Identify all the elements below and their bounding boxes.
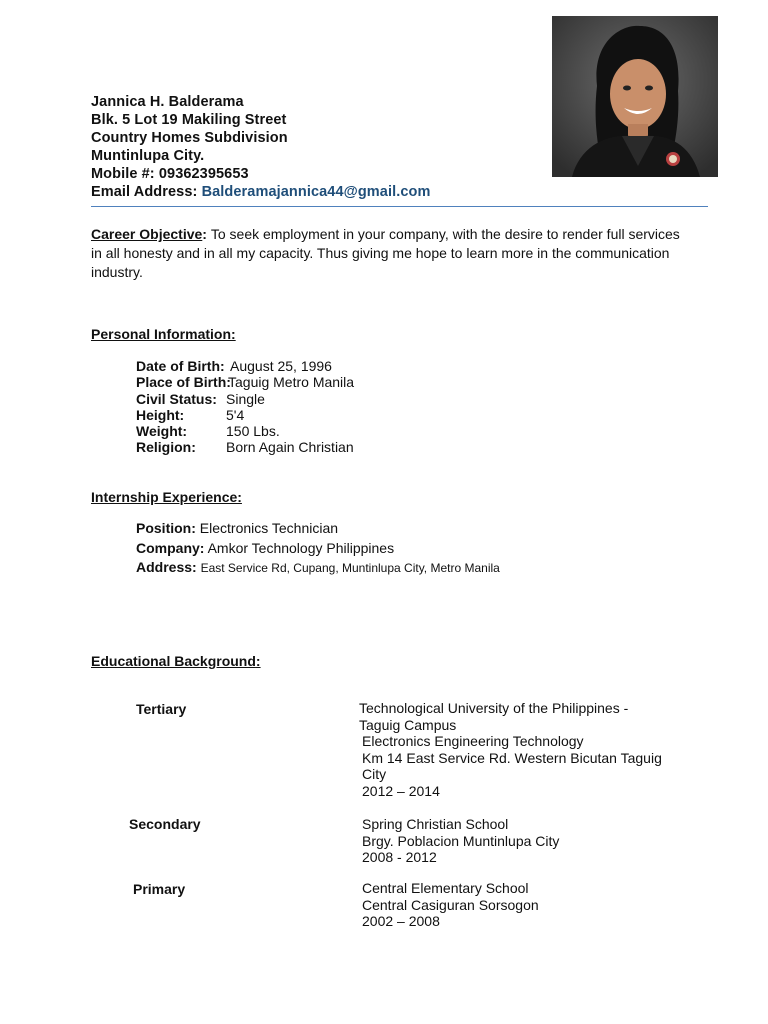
info-value: 5'4 [226,406,245,423]
company-value: Amkor Technology Philippines [207,539,395,556]
info-key: Weight: [136,423,188,440]
info-value: Single [226,390,265,407]
applicant-name: Jannica H. Balderama [91,94,244,110]
position-label: Position: [136,520,196,536]
secondary-line: Brgy. Poblacion Muntinlupa City [362,832,560,849]
position-value: Electronics Technician [199,520,339,536]
tertiary-line: Electronics Engineering Technology [362,733,584,749]
tertiary-line: Km 14 East Service Rd. Western Bicutan Taguig [362,749,662,766]
career-objective-label: Career Objective [91,226,203,242]
info-value: 150 Lbs. [226,423,280,440]
info-value: Taguig Metro Manila [228,374,355,391]
contact-header [91,93,551,201]
info-row-religion [136,439,354,455]
info-key: Religion: [136,439,196,456]
header-divider [91,206,708,207]
tertiary-line: City [362,766,387,782]
tertiary-line: 2012 – 2014 [362,782,440,799]
mobile-number: Mobile #: 09362395653 [91,166,249,182]
primary-line: 2002 – 2008 [362,913,440,929]
primary-line: Central Elementary School [362,880,529,896]
secondary-details [362,816,672,866]
company-label: Company: [136,539,205,556]
secondary-line: Spring Christian School [362,816,509,832]
info-value: August 25, 1996 [230,358,332,374]
tertiary-label: Tertiary [136,701,187,717]
email-link[interactable]: Balderamajannica44@gmail.com [201,184,431,200]
info-row-weight [136,423,354,439]
career-objective-text: To seek employment in your company, with the desire to render full services in all honesty and in all my capacity. Thus giving me hope to learn more in the communication industry. [91,226,680,280]
info-row-date-of-birth [136,358,354,374]
tertiary-details [359,700,669,799]
info-value: Born Again Christian [226,439,354,456]
address-line-2: Country Homes Subdivision [91,130,288,146]
internship-heading: Internship Experience: [91,489,242,505]
applicant-photo [552,16,718,177]
primary-line: Central Casiguran Sorsogon [362,896,539,913]
info-key: Place of Birth: [136,374,231,391]
education-heading: Educational Background: [91,653,261,669]
address-label: Address: [136,559,197,575]
info-key: Date of Birth: [136,358,225,374]
personal-information-heading: Personal Information: [91,326,236,342]
info-row-place-of-birth [136,374,354,390]
personal-information-list [136,358,354,456]
internship-company [136,539,500,559]
address-value: East Service Rd, Cupang, Muntinlupa City, Metro Manila [200,561,500,575]
education-heading-text: Educational Background [91,653,256,669]
tertiary-line: Taguig Campus [359,716,457,733]
primary-label: Primary [133,881,186,897]
secondary-label: Secondary [129,816,201,832]
info-row-civil-status [136,391,354,407]
primary-details [362,880,672,930]
internship-position [136,519,500,539]
address-line-3: Muntinlupa City. [91,148,205,164]
address-line-1: Blk. 5 Lot 19 Makiling Street [91,112,287,128]
internship-details [136,519,500,579]
secondary-line: 2008 - 2012 [362,849,437,865]
email-label: Email Address: [91,184,202,200]
internship-address [136,558,500,579]
info-key: Height: [136,406,185,423]
career-objective: Career Objective: To seek employment in your company, with the desire to render full services in all honesty and in all my capacity. Thus giving me hope to learn more in the communication industry. [91,226,680,280]
info-row-height [136,407,354,423]
info-key: Civil Status: [136,390,217,407]
email-line [91,183,551,201]
tertiary-line: Technological University of the Philippines - [359,700,629,716]
